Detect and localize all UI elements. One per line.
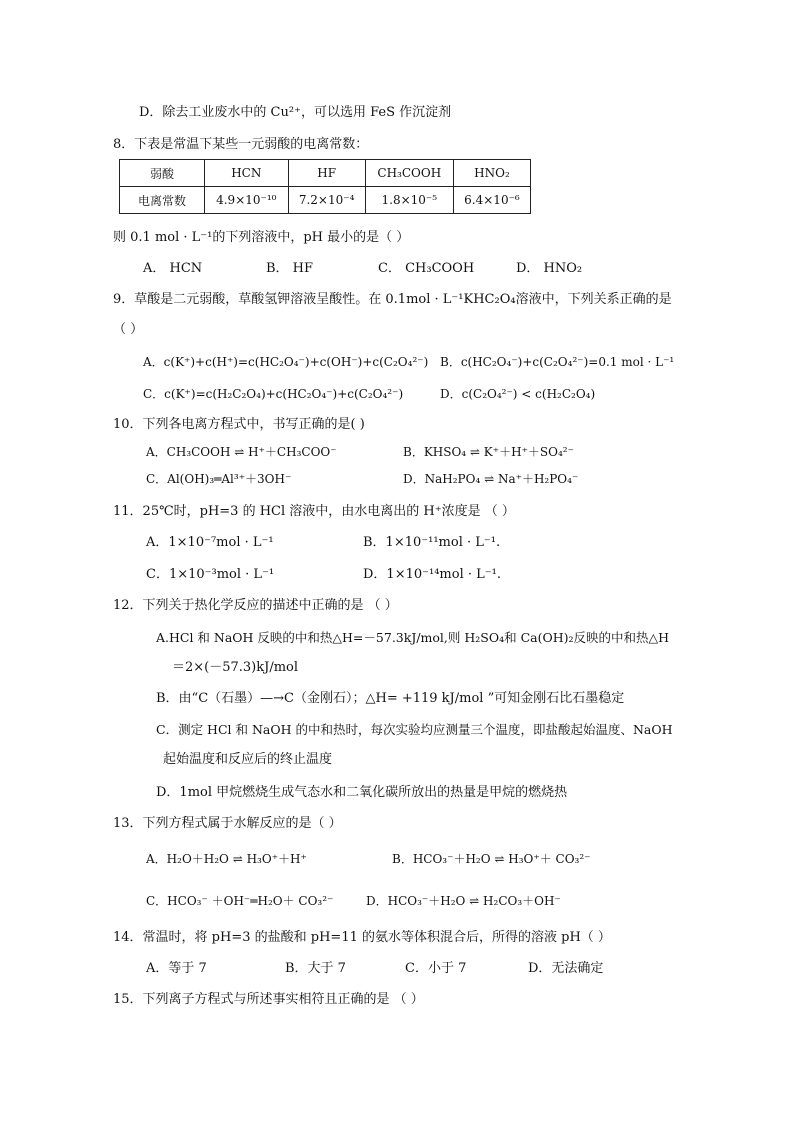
q11-stem: 11．25℃时，pH=3 的 HCl 溶液中，由水电离出的 H⁺浓度是 （ ） xyxy=(113,504,515,519)
table-cell: CH₃COOH xyxy=(365,160,453,187)
q14-option-a: A．等于 7 xyxy=(146,961,207,976)
q12-option-d: D．1mol 甲烷燃烧生成气态水和二氧化碳所放出的热量是甲烷的燃烧热 xyxy=(156,785,568,800)
q9-option-c: C．c(K⁺)=c(H₂C₂O₄)+c(HC₂O₄⁻)+c(C₂O₄²⁻) xyxy=(143,387,404,401)
q9-option-a: A．c(K⁺)+c(H⁺)=c(HC₂O₄⁻)+c(OH⁻)+c(C₂O₄²⁻) xyxy=(143,355,429,369)
table-cell: HF xyxy=(288,160,365,187)
q13-option-c: C．HCO₃⁻ ＋OH⁻═H₂O＋ CO₃²⁻ xyxy=(146,894,334,908)
q8-option-a: A． HCN xyxy=(143,261,203,276)
table-cell: 7.2×10⁻⁴ xyxy=(288,187,365,214)
q15-stem: 15．下列离子方程式与所述事实相符且正确的是 （ ） xyxy=(113,992,424,1007)
q13-stem: 13．下列方程式属于水解反应的是（ ） xyxy=(113,816,342,831)
q12-stem: 12．下列关于热化学反应的描述中正确的是 （ ） xyxy=(113,598,398,613)
table-cell: HNO₂ xyxy=(453,160,530,187)
q7-option-d: D．除去工业废水中的 Cu²⁺，可以选用 FeS 作沉淀剂 xyxy=(139,105,452,120)
q8-option-b: B． HF xyxy=(266,261,314,276)
q14-option-c: C．小于 7 xyxy=(405,961,467,976)
q12-option-b: B．由“C（石墨）—→C（金刚石）；△H= +119 kJ/mol ”可知金刚石比石墨稳定 xyxy=(156,691,625,706)
q10-option-b: B．KHSO₄ ⇌ K⁺＋H⁺＋SO₄²⁻ xyxy=(403,445,574,459)
q12-option-c-line1: C．测定 HCl 和 NaOH 的中和热时，每次实验均应测量三个温度，即盐酸起始温度、NaOH xyxy=(156,722,673,737)
q10-option-c: C．Al(OH)₃═Al³⁺＋3OH⁻ xyxy=(146,472,292,486)
table-cell: HCN xyxy=(205,160,289,187)
q12-option-c-line2: 起始温度和反应后的终止温度 xyxy=(163,752,333,767)
q10-stem: 10．下列各电离方程式中，书写正确的是( ) xyxy=(113,417,365,432)
q13-option-b: B．HCO₃⁻＋H₂O ⇌ H₃O⁺＋ CO₃²⁻ xyxy=(392,852,591,866)
q11-option-c: C．1×10⁻³mol · L⁻¹ xyxy=(146,567,275,582)
q13-option-a: A．H₂O＋H₂O ⇌ H₃O⁺＋H⁺ xyxy=(146,852,307,866)
q12-option-a-line1: A.HCl 和 NaOH 反映的中和热△H=－57.3kJ/mol,则 H₂SO₄和 Ca(OH)₂反映的中和热△H xyxy=(156,630,670,645)
table-cell: 弱酸 xyxy=(120,160,205,187)
table-cell: 1.8×10⁻⁵ xyxy=(365,187,453,214)
table-cell: 6.4×10⁻⁶ xyxy=(453,187,530,214)
q14-stem: 14．常温时，将 pH=3 的盐酸和 pH=11 的氨水等体积混合后，所得的溶液 pH（ ） xyxy=(113,930,611,945)
q8-question: 则 0.1 mol · L⁻¹的下列溶液中，pH 最小的是（ ） xyxy=(113,230,410,245)
q9-option-d: D．c(C₂O₄²⁻) < c(H₂C₂O₄) xyxy=(440,387,596,401)
q10-option-d: D．NaH₂PO₄ ⇌ Na⁺＋H₂PO₄⁻ xyxy=(403,472,579,486)
q10-option-a: A．CH₃COOH ⇌ H⁺＋CH₃COO⁻ xyxy=(146,445,337,459)
ionization-constant-table xyxy=(119,159,531,214)
table-row xyxy=(120,160,531,187)
q9-option-b: B．c(HC₂O₄⁻)+c(C₂O₄²⁻)=0.1 mol · L⁻¹ xyxy=(440,355,675,369)
table-cell: 4.9×10⁻¹⁰ xyxy=(205,187,289,214)
q9-stem: 9．草酸是二元弱酸，草酸氢钾溶液呈酸性。在 0.1mol · L⁻¹KHC₂O₄溶液中，下列关系正确的是 xyxy=(113,292,672,307)
q14-option-d: D．无法确定 xyxy=(528,961,604,976)
q8-option-c: C． CH₃COOH xyxy=(378,261,475,276)
table-cell: 电离常数 xyxy=(120,187,205,214)
q12-option-a-line2: ＝2×(－57.3)kJ/mol xyxy=(172,660,299,675)
q8-option-d: D． HNO₂ xyxy=(516,261,583,276)
q11-option-d: D．1×10⁻¹⁴mol · L⁻¹. xyxy=(363,567,501,582)
q8-stem: 8．下表是常温下某些一元弱酸的电离常数： xyxy=(113,137,369,152)
q14-option-b: B．大于 7 xyxy=(285,961,346,976)
q11-option-b: B．1×10⁻¹¹mol · L⁻¹. xyxy=(363,535,501,550)
q13-option-d: D．HCO₃⁻＋H₂O ⇌ H₂CO₃＋OH⁻ xyxy=(366,894,561,908)
q11-option-a: A．1×10⁻⁷mol · L⁻¹ xyxy=(146,535,274,550)
q9-stem-tail: （ ） xyxy=(113,322,144,337)
table-row xyxy=(120,187,531,214)
